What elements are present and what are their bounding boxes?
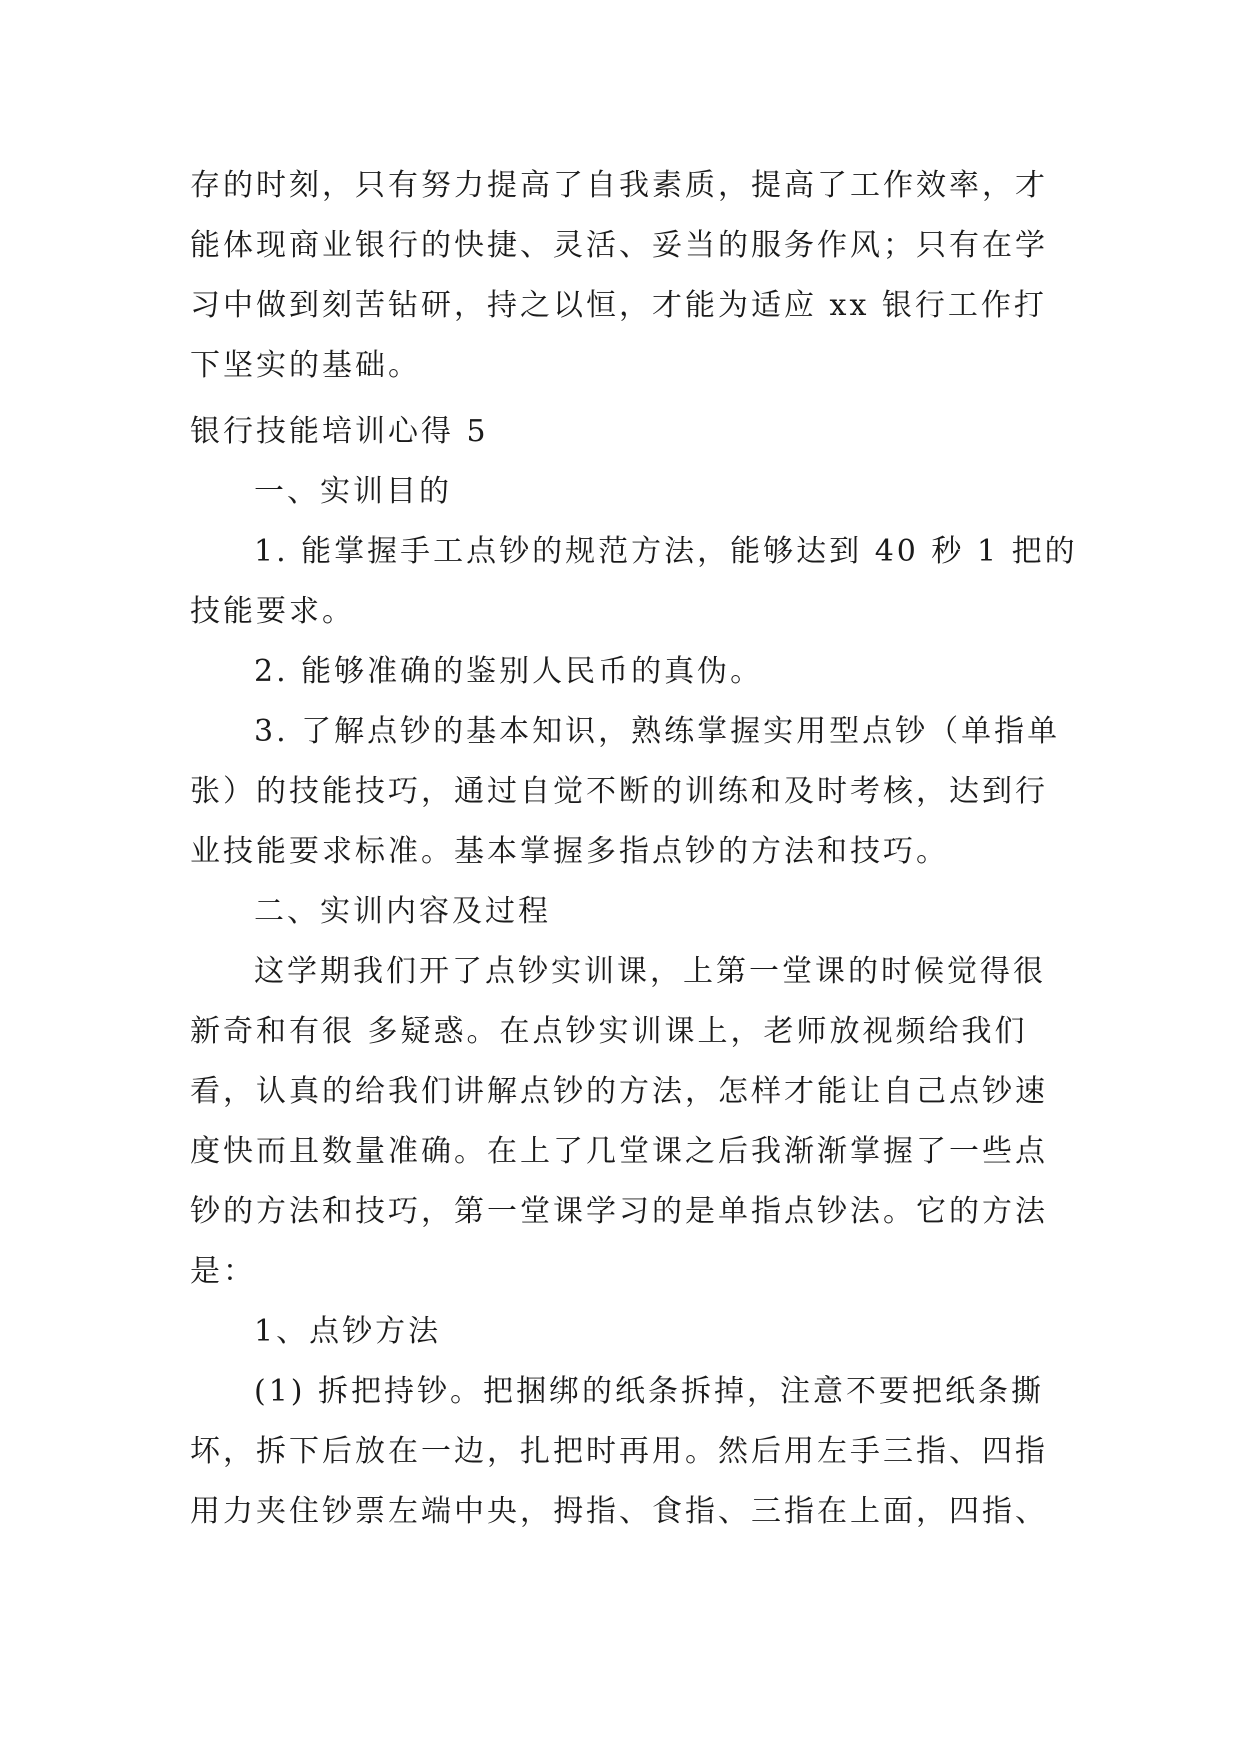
heading-training-content: 二、实训内容及过程 (254, 894, 551, 929)
continuation-paragraph (190, 156, 1052, 396)
list-item-2: 2. 能够准确的鉴别人民币的真伪。 (254, 654, 764, 689)
list-item-3-line: 3. 了解点钞的基本知识，熟练掌握实用型点钞（单指单 (254, 714, 1061, 749)
step-paragraph-line: 用力夹住钞票左端中央，拇指、食指、三指在上面，四指、 (190, 1494, 1048, 1529)
body-paragraph-line: 看，认真的给我们讲解点钞的方法，怎样才能让自己点钞速 (190, 1074, 1048, 1109)
paragraph-line: 习中做到刻苦钻研，持之以恒，才能为适应 xx 银行工作打 (190, 288, 1047, 323)
list-item-3-line: 张）的技能技巧，通过自觉不断的训练和及时考核，达到行 (190, 774, 1048, 809)
section-title: 银行技能培训心得 5 (190, 414, 489, 449)
paragraph-line: 能体现商业银行的快捷、灵活、妥当的服务作风；只有在学 (190, 228, 1048, 263)
body-paragraph-line: 新奇和有很 多疑惑。在点钞实训课上，老师放视频给我们 (190, 1014, 1028, 1049)
body-paragraph-line: 这学期我们开了点钞实训课，上第一堂课的时候觉得很 (254, 954, 1046, 989)
list-item-3-line: 业技能要求标准。基本掌握多指点钞的方法和技巧。 (190, 834, 949, 869)
list-item-1-line: 技能要求。 (190, 594, 355, 629)
list-item-1-line: 1. 能掌握手工点钞的规范方法，能够达到 40 秒 1 把的 (254, 534, 1078, 569)
section-title-block (190, 402, 1052, 462)
step-paragraph-line: 坏，拆下后放在一边，扎把时再用。然后用左手三指、四指 (190, 1434, 1048, 1469)
subheading-counting-method: 1、点钞方法 (254, 1314, 442, 1349)
paragraph-line: 存的时刻，只有努力提高了自我素质，提高了工作效率，才 (190, 168, 1048, 203)
step-paragraph-line: (1) 拆把持钞。把捆绑的纸条拆掉，注意不要把纸条撕 (254, 1374, 1045, 1409)
body-paragraph-line: 度快而且数量准确。在上了几堂课之后我渐渐掌握了一些点 (190, 1134, 1048, 1169)
section-body (190, 462, 1078, 1542)
body-paragraph-line: 是： (190, 1254, 256, 1289)
body-paragraph-line: 钞的方法和技巧，第一堂课学习的是单指点钞法。它的方法 (190, 1194, 1048, 1229)
heading-training-goals: 一、实训目的 (254, 474, 452, 509)
paragraph-line: 下坚实的基础。 (190, 348, 421, 383)
